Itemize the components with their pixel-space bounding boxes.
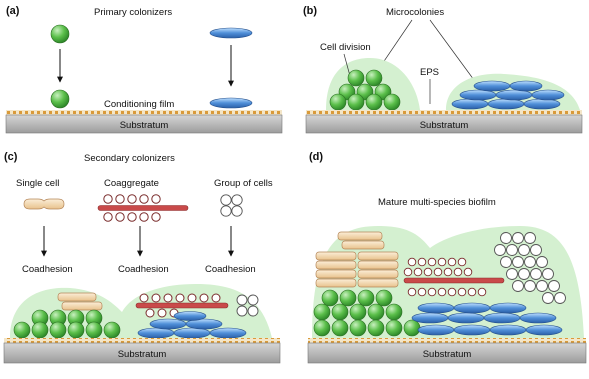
substratum-label: Substratum <box>117 349 167 360</box>
blue-rod-cell <box>418 325 454 335</box>
green-cell <box>386 304 402 320</box>
green-cell <box>350 320 366 336</box>
blue-rod-cell <box>526 325 562 335</box>
tan-dividing-cell <box>24 199 64 209</box>
coccus-cell <box>507 269 518 280</box>
conditioning-film <box>4 338 280 343</box>
coccus-cell <box>188 294 196 302</box>
coccus-cell <box>221 206 231 216</box>
tan-dividing-cell <box>316 279 356 287</box>
green-cell <box>348 70 364 86</box>
blue-rod-cell <box>454 303 490 313</box>
blue-rod-cell <box>412 313 448 323</box>
coccus-cell <box>478 288 486 296</box>
green-cell <box>384 94 400 110</box>
microcolonies-label: Microcolonies <box>386 7 445 18</box>
blue-rod-cell <box>210 328 246 338</box>
coaggregate <box>98 195 188 221</box>
panel-a <box>6 5 282 133</box>
coccus-cell <box>555 293 566 304</box>
coccus-cell <box>501 257 512 268</box>
blue-rod-cell <box>418 303 454 313</box>
coccus-cell <box>513 233 524 244</box>
coccus-cell <box>200 294 208 302</box>
coaggregate-label: Coaggregate <box>104 178 159 189</box>
coccus-cell <box>448 288 456 296</box>
coccus-cell <box>176 294 184 302</box>
coccus-cell <box>513 281 524 292</box>
coccus-cell <box>519 269 530 280</box>
coccus-cell <box>543 293 554 304</box>
green-cell <box>340 290 356 306</box>
coccus-cell <box>549 281 560 292</box>
blue-rod-cell <box>174 328 210 338</box>
blue-rod-cell <box>496 90 532 100</box>
blue-rod-cell <box>520 313 556 323</box>
coadhesion-label: Coadhesion <box>118 264 169 275</box>
coccus-cell <box>116 213 124 221</box>
coccus-cell <box>408 288 416 296</box>
coccus-cell <box>152 213 160 221</box>
coccus-cell <box>543 269 554 280</box>
green-cell <box>68 322 84 338</box>
coccus-cell <box>519 245 530 256</box>
substratum-label: Substratum <box>119 120 169 131</box>
blue-rod-cell <box>150 319 186 329</box>
substratum-label: Substratum <box>422 349 472 360</box>
group-of-cells-label: Group of cells <box>214 178 273 189</box>
coccus-cell <box>458 288 466 296</box>
coccus-cell <box>140 213 148 221</box>
green-cell <box>368 320 384 336</box>
panel-c-letter: (c) <box>4 151 18 163</box>
blue-rod-cell <box>174 312 206 321</box>
coccus-cell <box>525 257 536 268</box>
coccus-cell <box>140 195 148 203</box>
coccus-cell <box>468 288 476 296</box>
green-cell <box>366 94 382 110</box>
coccus-cell <box>448 258 456 266</box>
green-cell <box>386 320 402 336</box>
blue-rod-cell <box>474 81 510 91</box>
coccus-cell <box>128 195 136 203</box>
coadhesion-label: Coadhesion <box>205 264 256 275</box>
tan-dividing-cell <box>358 270 398 278</box>
green-cell <box>50 322 66 338</box>
green-cell <box>322 290 338 306</box>
coccus-cell <box>248 295 258 305</box>
green-cell <box>404 320 420 336</box>
conditioning-film-label: Conditioning film <box>104 99 175 110</box>
coccus-cell <box>232 195 242 205</box>
coccus-cell <box>237 306 247 316</box>
coccus-cell <box>537 257 548 268</box>
coccus-cell <box>531 245 542 256</box>
blue-rod-cell <box>510 81 542 91</box>
coccus-cell <box>212 294 220 302</box>
coccus-cell <box>438 288 446 296</box>
tan-dividing-cell <box>316 252 356 260</box>
panel-d-letter: (d) <box>309 151 324 163</box>
green-cell <box>51 25 69 43</box>
coccus-cell <box>418 288 426 296</box>
green-cell <box>32 322 48 338</box>
panel-a-title: Primary colonizers <box>94 7 173 18</box>
single-cell-label: Single cell <box>16 178 60 189</box>
coccus-cell <box>537 281 548 292</box>
coccus-cell <box>495 245 506 256</box>
coccus-cell <box>152 294 160 302</box>
coccus-cell <box>128 213 136 221</box>
green-cell <box>332 320 348 336</box>
blue-rod-cell <box>490 303 526 313</box>
red-rod-cell <box>404 278 504 283</box>
panel-d <box>308 151 586 363</box>
coccus-cell <box>104 213 112 221</box>
blue-rod-cell <box>490 325 526 335</box>
blue-rod-cell <box>210 98 252 108</box>
blue-rod-cell <box>484 313 520 323</box>
conditioning-film <box>306 110 582 115</box>
tan-dividing-cell <box>342 241 384 249</box>
green-cell <box>330 94 346 110</box>
blue-rod-cell <box>524 99 560 109</box>
tan-dividing-cell <box>358 279 398 287</box>
green-cell <box>358 290 374 306</box>
panel-b-letter: (b) <box>303 5 318 17</box>
coccus-cell <box>507 245 518 256</box>
panel-c <box>4 151 280 363</box>
panel-d-title: Mature multi-species biofilm <box>378 197 496 208</box>
eps-label: EPS <box>420 67 440 78</box>
coccus-cell <box>525 281 536 292</box>
blue-rod-cell <box>532 90 564 100</box>
panel-b <box>303 5 582 133</box>
tan-dividing-cell <box>62 302 102 310</box>
green-cell <box>366 70 382 86</box>
green-cell <box>348 94 364 110</box>
coccus-cell <box>513 257 524 268</box>
coccus-cell <box>454 268 462 276</box>
green-cell <box>14 322 30 338</box>
coccus-cell <box>146 309 154 317</box>
coccus-cell <box>248 306 258 316</box>
coccus-cell <box>464 268 472 276</box>
coccus-cell <box>525 233 536 244</box>
coccus-cell <box>458 258 466 266</box>
green-cell <box>51 90 69 108</box>
tan-dividing-cell <box>338 232 382 240</box>
red-rod-cell <box>136 303 228 308</box>
cell-group <box>221 195 242 216</box>
blue-rod-cell <box>452 99 488 109</box>
substratum-label: Substratum <box>419 120 469 131</box>
coccus-cell <box>164 294 172 302</box>
cell-division-label: Cell division <box>320 42 371 53</box>
coccus-cell <box>444 268 452 276</box>
coccus-cell <box>418 258 426 266</box>
blue-rod-cell <box>488 99 524 109</box>
coccus-cell <box>438 258 446 266</box>
red-rod-cell <box>98 206 188 211</box>
coccus-cell <box>221 195 231 205</box>
coadhesion-label: Coadhesion <box>22 264 73 275</box>
tan-dividing-cell <box>358 261 398 269</box>
panel-c-title: Secondary colonizers <box>84 153 175 164</box>
tan-dividing-cell <box>316 261 356 269</box>
tan-dividing-cell <box>316 270 356 278</box>
green-cell <box>314 304 330 320</box>
tan-dividing-cell <box>358 252 398 260</box>
coccus-cell <box>104 195 112 203</box>
coccus-cell <box>531 269 542 280</box>
coccus-cell <box>424 268 432 276</box>
coccus-cell <box>428 258 436 266</box>
green-cell <box>86 322 102 338</box>
coccus-cell <box>237 295 247 305</box>
coccus-cell <box>501 233 512 244</box>
coccus-cell <box>408 258 416 266</box>
tan-dividing-cell <box>58 293 96 301</box>
green-cell <box>376 290 392 306</box>
conditioning-film <box>308 338 586 343</box>
blue-rod-cell <box>210 28 252 38</box>
green-cell <box>368 304 384 320</box>
coccus-cell <box>434 268 442 276</box>
blue-rod-cell <box>460 90 496 100</box>
green-cell <box>104 322 120 338</box>
coccus-cell <box>116 195 124 203</box>
green-cell <box>350 304 366 320</box>
coccus-cell <box>404 268 412 276</box>
blue-rod-cell <box>138 328 174 338</box>
green-cell <box>314 320 330 336</box>
green-cell <box>332 304 348 320</box>
coccus-cell <box>428 288 436 296</box>
coccus-cell <box>140 294 148 302</box>
coccus-cell <box>158 309 166 317</box>
coccus-cell <box>152 195 160 203</box>
coccus-cell <box>232 206 242 216</box>
conditioning-film <box>6 110 282 115</box>
coccus-cell <box>414 268 422 276</box>
blue-rod-cell <box>448 313 484 323</box>
blue-rod-cell <box>454 325 490 335</box>
panel-a-letter: (a) <box>6 5 20 17</box>
